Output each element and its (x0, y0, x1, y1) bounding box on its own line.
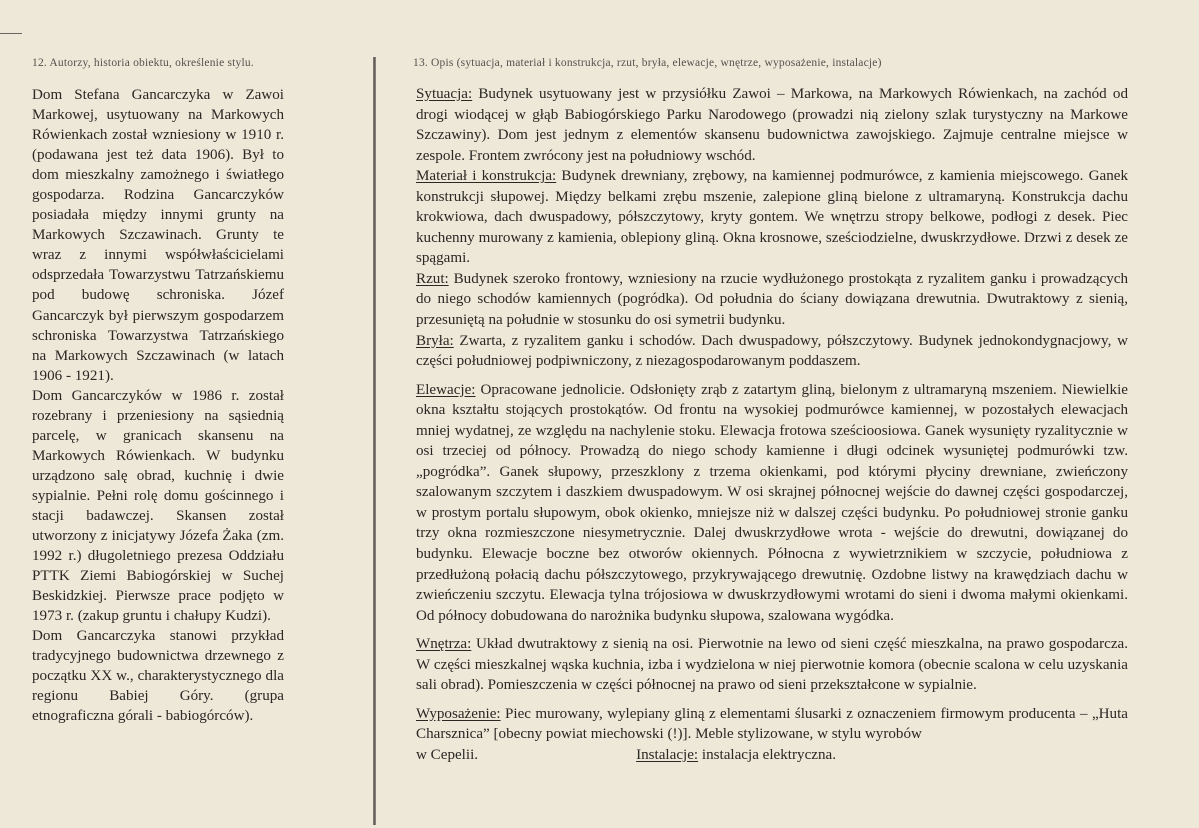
section-plan (416, 269, 1128, 331)
history-paragraph: Dom Gancarczyków w 1986 r. został rozebrany i przeniesiony na sąsiednią parcelę, w granicach skansenu na Markowych Rówienkach. W budynku urządzono salę obrad, kuchnię i dwie sypialnie. Pełni rolę domu gościnnego i stacji badawczej. Skansen został utworzony z inicjatywy Józefa Żaka (zm. 1992 r.) długoletniego prezesa Oddziału PTTK Ziemi Babiogórskiej w Suchej Beskidzkiej. Pierwsze prace podjęto w 1973 r. (zakup gruntu i chałupy Kudzi). (32, 387, 284, 625)
section-text: Budynek usytuowany jest w przysiółku Zawoi – Markowa, na Markowych Rówienkach, na zachód od drogi wiodącej w głąb Babiogórskiego Parku Narodowego (prowadzi nią zielony szlak turystyczny na Markowe Szczawiny). Dom jest jednym z elementów skansenu budownictwa zawojskiego. Zajmuje centralne miejsce w zespole. Frontem zwrócony jest na południowy wschód. (416, 86, 1128, 164)
section-installations (636, 745, 836, 766)
left-section-header: 12. Autorzy, historia obiektu, określenie stylu. (32, 57, 254, 69)
column-divider (373, 57, 376, 825)
right-section-header: 13. Opis (sytuacja, materiał i konstrukcja, rzut, bryła, elewacje, wnętrze, wyposażenie, instalacje) (413, 57, 882, 69)
section-label: Instalacje: (636, 746, 699, 763)
section-text: Budynek szeroko frontowy, wzniesiony na rzucie wydłużonego prostokąta z ryzalitem ganku i prowadzących do niego schodów kamiennych (pogródka). Od południa do ściany dowiązana drewutnia. Dwutraktowy z sienią, przesuniętą na południe w stosunku do osi symetrii budynku. (416, 270, 1128, 329)
section-label: Bryła: (416, 332, 454, 349)
section-text: instalacja elektryczna. (698, 746, 836, 763)
section-text: Piec murowany, wylepiany gliną z elementami ślusarki z oznaczeniem firmowym producenta – „Huta Charsznica” [obecny powiat miechowski (!)]. Meble stylizowane, w stylu wyrobów (416, 705, 1128, 743)
top-rule (0, 33, 22, 34)
section-text: Opracowane jednolicie. Odsłonięty zrąb z zatartym gliną, bielonym z ultramaryną mszeniem. Niewielkie okna kształtu stojących prostokątów. Od frontu na wysokiej podmurówce kamiennej, w pozostałych elewacjach mniej wydatnej, ze względu na nachylenie stoku. Elewacja frotowa sześcioosiowa. Ganek wysunięty ryzalitycznie w osi trzeciej od północy. Prowadzą do niego schody kamienne i długi odcinek wysuniętej podmurówki tzw. „pogródka”. Ganek słupowy, przeszklony z trzema okienkami, pod którymi płyciny drewniane, zwieńczony szalowanym szczytem i daszkiem dwuspadowym. W osi skrajnej północnej wejście do dawnej części gospodarczej, w prostym portalu słupowym, obok okienko, mniejsze niż w dalszej części budynku. Po południowej stronie ganku trzy okna rozmieszczone niesymetrycznie. Dalej dwuskrzydłowe wrota - wejście do drewutni, dowiązanej do budynku. Elewacje boczne bez otworów okiennych. Północna z wywietrznikiem w szczycie, południowa z przedłużoną połacią dachu półszczytowego, przykrywającego drewutnię. Ozdobne listwy na krawędziach dachu w zwieńczeniu szczytu. Elewacja tylna trójosiowa w dwuskrzydłowymi wrotami do sieni i dwoma małymi okienkami. Od północy dobudowana do narożnika budynku słupowa, szalowana wygódka. (416, 381, 1128, 624)
history-paragraph: Dom Stefana Gancarczyka w Zawoi Markowej, usytuowany na Markowych Rówienkach został wzniesiony w 1910 r. (podawana jest też data 1906). Był to dom mieszkalny zamożnego i światłego gospodarza. Rodzina Gancarczyków posiadała między innymi grunty na Markowych Szczawinach. Grunty te wraz z innymi współwłaścicielami odsprzedała Towarzystwu Tatrzańskiemu pod budowę schroniska. Józef Gancarczyk był pierwszym gospodarzem schroniska Towarzystwa Tatrzańskiego na Markowych Szczawinach (w latach 1906 - 1921). (32, 87, 284, 384)
section-mass (416, 331, 1128, 372)
section-label: Wyposażenie: (416, 705, 501, 722)
section-text: Zwarta, z ryzalitem ganku i schodów. Dach dwuspadowy, półszczytowy. Budynek jednokondygnacjowy, w części południowej podpiwniczony, z niezagospodarowanym poddaszem. (416, 332, 1128, 370)
section-label: Rzut: (416, 270, 449, 287)
section-label: Sytuacja: (416, 86, 473, 102)
section-label: Wnętrza: (416, 636, 472, 653)
section-text: Układ dwutraktowy z sienią na osi. Pierwotnie na lewo od sieni część mieszkalna, na prawo gospodarcza. W części mieszkalnej wąska kuchnia, izba i wydzielona w niej pierwotnie komora (obecnie scalona w celu uzyskania sali obrad). Pomieszczenia w części północnej na prawo od sieni przekształcone w sypialnie. (416, 636, 1128, 694)
section-situation (416, 84, 1128, 166)
section-text: Budynek drewniany, zrębowy, na kamiennej podmurówce, z kamienia miejscowego. Ganek konstrukcji słupowej. Między belkami zrębu mszenie, zalepione gliną bielone z ultramaryną. Konstrukcja dachu krokwiowa, dach dwuspadowy, półszczytowy, kryty gontem. We wnętrzu stropy belkowe, podłogi z desek. Piec kuchenny murowany z kamienia, oblepiony gliną. Okna krosnowe, sześciodzielne, dwuskrzydłowe. Drzwi z desek ze spągami. (416, 168, 1128, 267)
final-line (416, 745, 836, 766)
section-material (416, 166, 1128, 269)
description-column (416, 84, 1128, 766)
section-equipment (416, 704, 1128, 745)
section-elevations (416, 380, 1128, 627)
history-paragraph: Dom Gancarczyka stanowi przykład tradycyjnego budownictwa drzewnego z początku XX w., charakterystycznego dla regionu Babiej Góry. (grupa etnograficzna górali - babiogórców). (32, 628, 284, 725)
section-label: Materiał i konstrukcja: (416, 168, 557, 185)
equipment-continuation: w Cepelii. (416, 746, 479, 763)
history-column (32, 85, 284, 727)
section-interiors (416, 634, 1128, 696)
section-label: Elewacje: (416, 381, 476, 398)
